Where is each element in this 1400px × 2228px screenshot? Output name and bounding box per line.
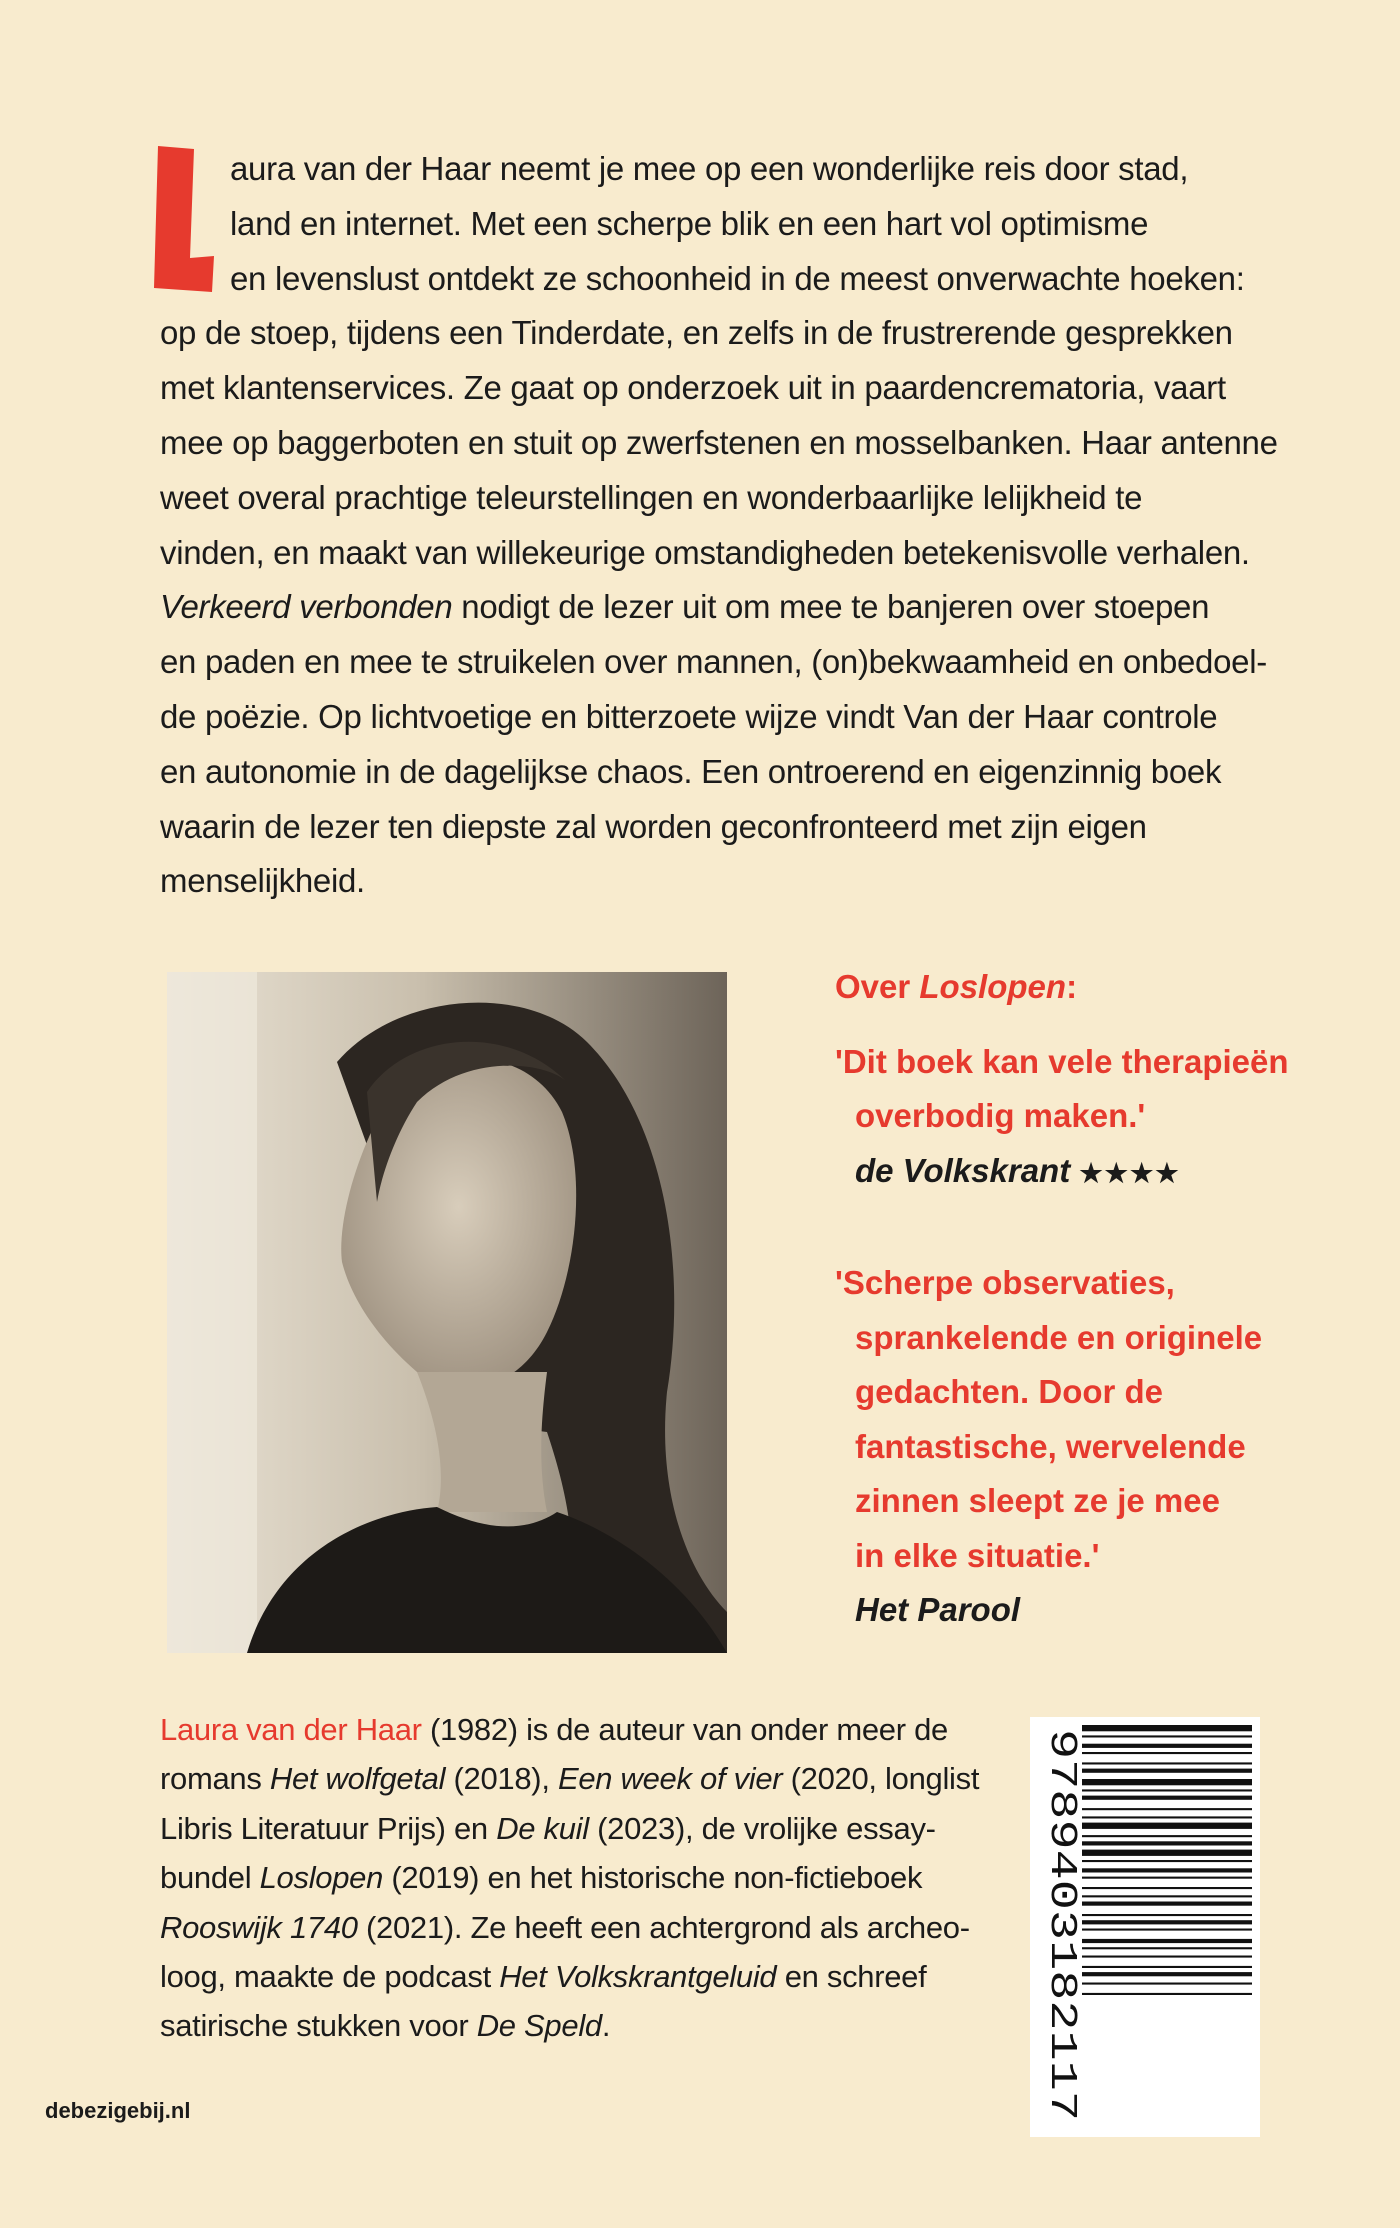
book-title: Verkeerd verbonden <box>160 588 453 626</box>
blurb-line: aura van der Haar neemt je mee op een wonderlijke reis door stad, <box>230 150 1189 187</box>
quote-line: fantastische, wervelende <box>855 1427 1246 1465</box>
blurb-line: en autonomie in de dagelijkse chaos. Een ontroerend en eigenzinnig boek <box>160 752 1222 790</box>
barcode-bar <box>1082 1860 1252 1862</box>
barcode-bar <box>1082 1966 1252 1968</box>
barcode-bar <box>1082 1779 1252 1785</box>
quote-source: Het Parool <box>855 1591 1021 1628</box>
quote-source: de Volkskrant ★★★★ <box>855 1151 1181 1189</box>
quote-line: 'Dit boek kan vele therapieën <box>835 1042 1289 1080</box>
barcode-bar <box>1082 1762 1252 1764</box>
barcode-digits: 9789403182117 <box>1040 1729 1083 2026</box>
rating-stars: ★★★★ <box>1079 1157 1181 1188</box>
barcode-bar <box>1082 1939 1252 1943</box>
press-quotes <box>835 960 1335 1638</box>
blurb-line: en paden en mee te struikelen over mannen, (on)bekwaamheid en onbedoel- <box>160 643 1267 681</box>
author-name: Laura van der Haar <box>160 1712 422 1747</box>
publisher-website: debezigebij.nl <box>45 2098 191 2123</box>
barcode-bar <box>1082 1808 1252 1810</box>
barcode-bar <box>1082 1877 1252 1879</box>
barcode-bar <box>1082 1823 1252 1829</box>
barcode-bar <box>1082 1947 1252 1949</box>
barcode-bar <box>1082 1816 1252 1818</box>
barcode-bar <box>1082 1956 1252 1958</box>
blurb-line: menselijkheid. <box>160 862 365 900</box>
blurb-line: mee op baggerboten en stuit op zwerfstenen en mosselbanken. Haar antenne <box>160 423 1278 461</box>
author-photo <box>167 972 727 1653</box>
author-bio: Laura van der Haar (1982) is de auteur van onder meer de romans Het wolfgetal (2018), Een week of vier (2020, longlist Libris Literatuur Prijs) en De kuil (2023), de vrolijke essay- bundel Loslopen (2019) en het historische non-fictieboek Rooswijk 1740 (2021). Ze heeft een achtergrond als archeo- loog, maakte de podcast Het Volkskrantgeluid en schreef satirische stukken voor De Speld. <box>160 1712 980 2044</box>
barcode-bar <box>1082 1895 1252 1897</box>
quote-line: sprankelende en originele <box>855 1318 1263 1356</box>
barcode-bar <box>1082 1850 1252 1856</box>
barcode-bar <box>1082 1841 1252 1845</box>
isbn-barcode <box>1030 1717 1260 2137</box>
barcode-bar <box>1082 1769 1252 1773</box>
barcode-bar <box>1082 1835 1252 1837</box>
blurb-line: vinden, en maakt van willekeurige omstandigheden betekenisvolle verhalen. <box>160 533 1250 571</box>
barcode-graphic <box>1030 1717 1260 2137</box>
barcode-bar <box>1082 1735 1252 1737</box>
blurb-line: de poëzie. Op lichtvoetige en bitterzoete wijze vindt Van der Haar controle <box>160 697 1218 735</box>
blurb-line: waarin de lezer ten diepste zal worden geconfronteerd met zijn eigen <box>160 807 1147 845</box>
quote-line: in elke situatie.' <box>855 1536 1100 1574</box>
quote-line: gedachten. Door de <box>855 1373 1164 1410</box>
barcode-bar <box>1082 1752 1252 1754</box>
barcode-bar <box>1082 1902 1252 1906</box>
barcode-bar <box>1082 1868 1252 1872</box>
barcode-bar <box>1082 1929 1252 1931</box>
blurb-line: weet overal prachtige teleurstellingen en wonderbaarlijke lelijkheid te <box>160 478 1143 516</box>
barcode-bar <box>1082 1993 1252 1995</box>
barcode-bar <box>1082 1789 1252 1791</box>
barcode-bar <box>1082 1983 1252 1985</box>
barcode-bar <box>1082 1972 1252 1976</box>
blurb-line: Verkeerd verbonden nodigt de lezer uit om mee te banjeren over stoepen <box>160 588 1210 626</box>
barcode-bar <box>1082 1920 1252 1924</box>
quotes-heading: Over Loslopen: <box>835 968 1078 1005</box>
quote-line: 'Scherpe observaties, <box>835 1264 1175 1301</box>
barcode-bar <box>1082 1914 1252 1916</box>
dropcap-letter <box>154 142 216 290</box>
barcode-bar <box>1082 1744 1252 1748</box>
blurb-line: land en internet. Met een scherpe blik en een hart vol optimisme <box>230 204 1149 242</box>
dropcap-l-shape <box>154 146 216 294</box>
barcode-bar <box>1082 1887 1252 1889</box>
barcode-bar <box>1082 1796 1252 1800</box>
blurb-line: en levenslust ontdekt ze schoonheid in de meest onverwachte hoeken: <box>230 259 1245 297</box>
blurb-line: met klantenservices. Ze gaat op onderzoek uit in paardencrematoria, vaart <box>160 369 1226 407</box>
quote-line: zinnen sleept ze je mee <box>855 1482 1220 1519</box>
blurb-line: op de stoep, tijdens een Tinderdate, en zelfs in de frustrerende gesprekken <box>160 314 1233 352</box>
blurb-text <box>160 142 1310 909</box>
barcode-bar <box>1082 1725 1252 1731</box>
quote-line: overbodig maken.' <box>855 1097 1146 1134</box>
